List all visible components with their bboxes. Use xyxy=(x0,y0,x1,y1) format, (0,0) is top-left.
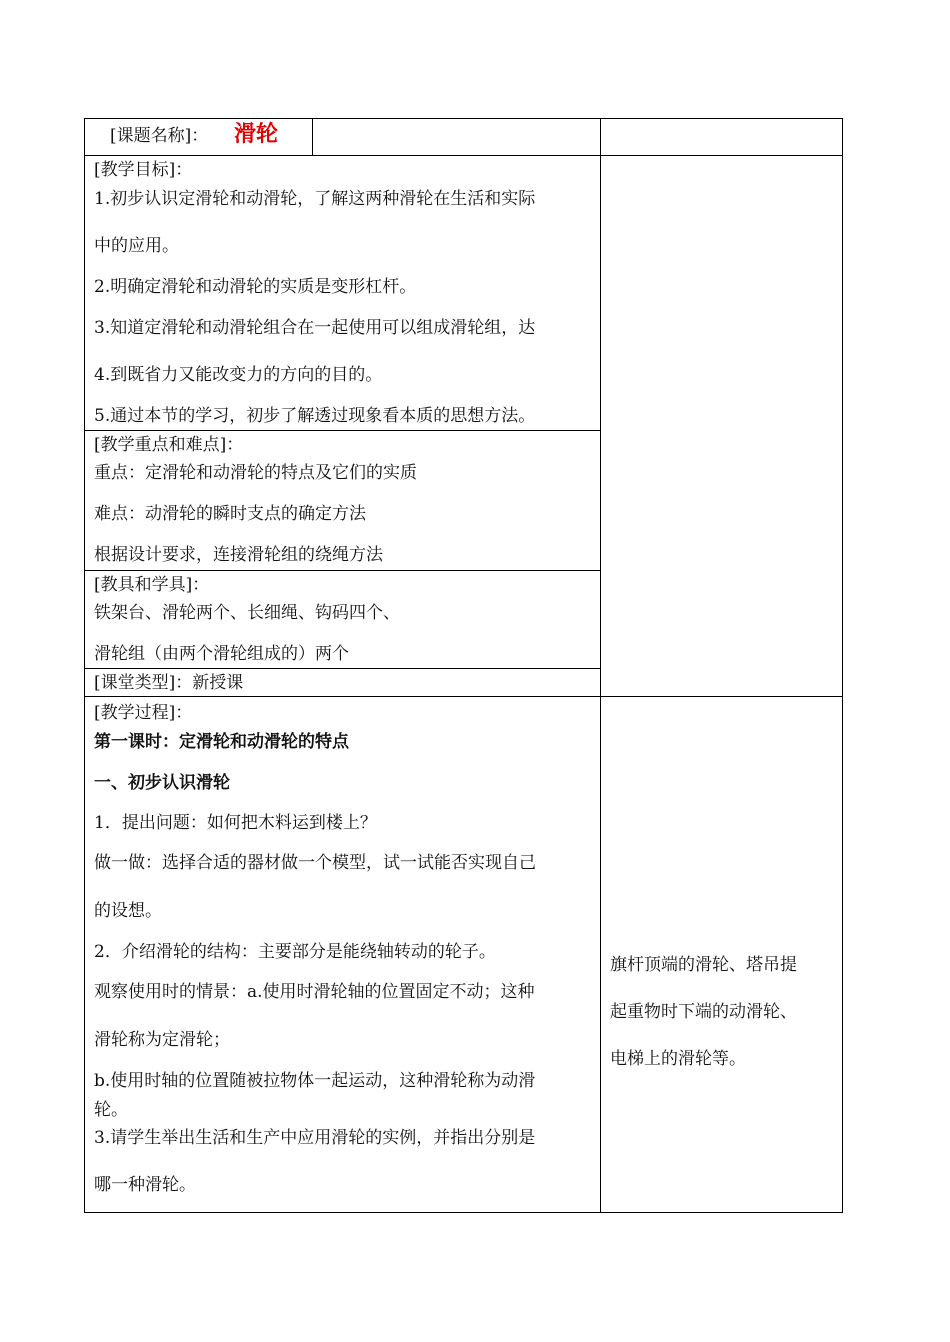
row-divider-objectives xyxy=(84,430,600,431)
objective-line: 5.通过本节的学习，初步了解透过现象看本质的思想方法。 xyxy=(94,406,536,426)
process-line: 2．介绍滑轮的结构：主要部分是能绕轴转动的轮子。 xyxy=(94,942,496,962)
side-note-line: 起重物时下端的动滑轮、 xyxy=(610,1002,797,1022)
objective-line: 3.知道定滑轮和动滑轮组合在一起使用可以组成滑轮组，达 xyxy=(94,318,536,338)
process-line: 观察使用时的情景：a.使用时滑轮轴的位置固定不动；这种 xyxy=(94,982,535,1002)
process-line: 哪一种滑轮。 xyxy=(94,1175,196,1195)
row-divider-classtype xyxy=(84,696,843,697)
tools-line: 滑轮组（由两个滑轮组成的）两个 xyxy=(94,644,349,664)
process-line: 的设想。 xyxy=(94,901,162,921)
process-line: b.使用时轴的位置随被拉物体一起运动，这种滑轮称为动滑 xyxy=(94,1071,536,1091)
objective-line: 2.明确定滑轮和动滑轮的实质是变形杠杆。 xyxy=(94,277,417,297)
side-note-line: 电梯上的滑轮等。 xyxy=(610,1049,746,1069)
objective-line: 4.到既省力又能改变力的方向的目的。 xyxy=(94,365,383,385)
keypoint-line: 根据设计要求，连接滑轮组的绕绳方法 xyxy=(94,545,383,565)
tools-line: 铁架台、滑轮两个、长细绳、钩码四个、 xyxy=(94,603,400,623)
tools-heading: [教具和学具]： xyxy=(94,575,210,595)
keypoint-line: 重点：定滑轮和动滑轮的特点及它们的实质 xyxy=(94,463,417,483)
row-divider-keypoints xyxy=(84,570,600,571)
keypoints-heading: [教学重点和难点]： xyxy=(94,435,244,455)
process-heading: [教学过程]： xyxy=(94,703,193,723)
objective-line: 中的应用。 xyxy=(94,236,179,256)
process-line: 滑轮称为定滑轮； xyxy=(94,1030,230,1050)
process-line: 3.请学生举出生活和生产中应用滑轮的实例，并指出分别是 xyxy=(94,1128,536,1148)
objective-line: 1.初步认识定滑轮和动滑轮，了解这两种滑轮在生活和实际 xyxy=(94,189,536,209)
column-divider xyxy=(600,118,601,1213)
row-divider-tools xyxy=(84,668,600,669)
class-type: [课堂类型]：新授课 xyxy=(94,673,244,693)
title-cell-divider xyxy=(312,118,313,155)
process-line: 轮。 xyxy=(94,1100,128,1120)
keypoint-line: 难点：动滑轮的瞬时支点的确定方法 xyxy=(94,504,366,524)
row-divider-title xyxy=(84,155,843,156)
objectives-heading: [教学目标]： xyxy=(94,160,193,180)
side-note-line: 旗杆顶端的滑轮、塔吊提 xyxy=(610,955,797,975)
process-line: 1．提出问题：如何把木料运到楼上？ xyxy=(94,813,377,833)
process-line: 做一做：选择合适的器材做一个模型，试一试能否实现自己 xyxy=(94,853,536,873)
page-title: 滑轮 xyxy=(234,121,279,147)
section-title: 一、初步认识滑轮 xyxy=(94,773,230,793)
lesson-title: 第一课时：定滑轮和动滑轮的特点 xyxy=(94,732,349,752)
title-label: [课题名称]： xyxy=(110,126,209,146)
